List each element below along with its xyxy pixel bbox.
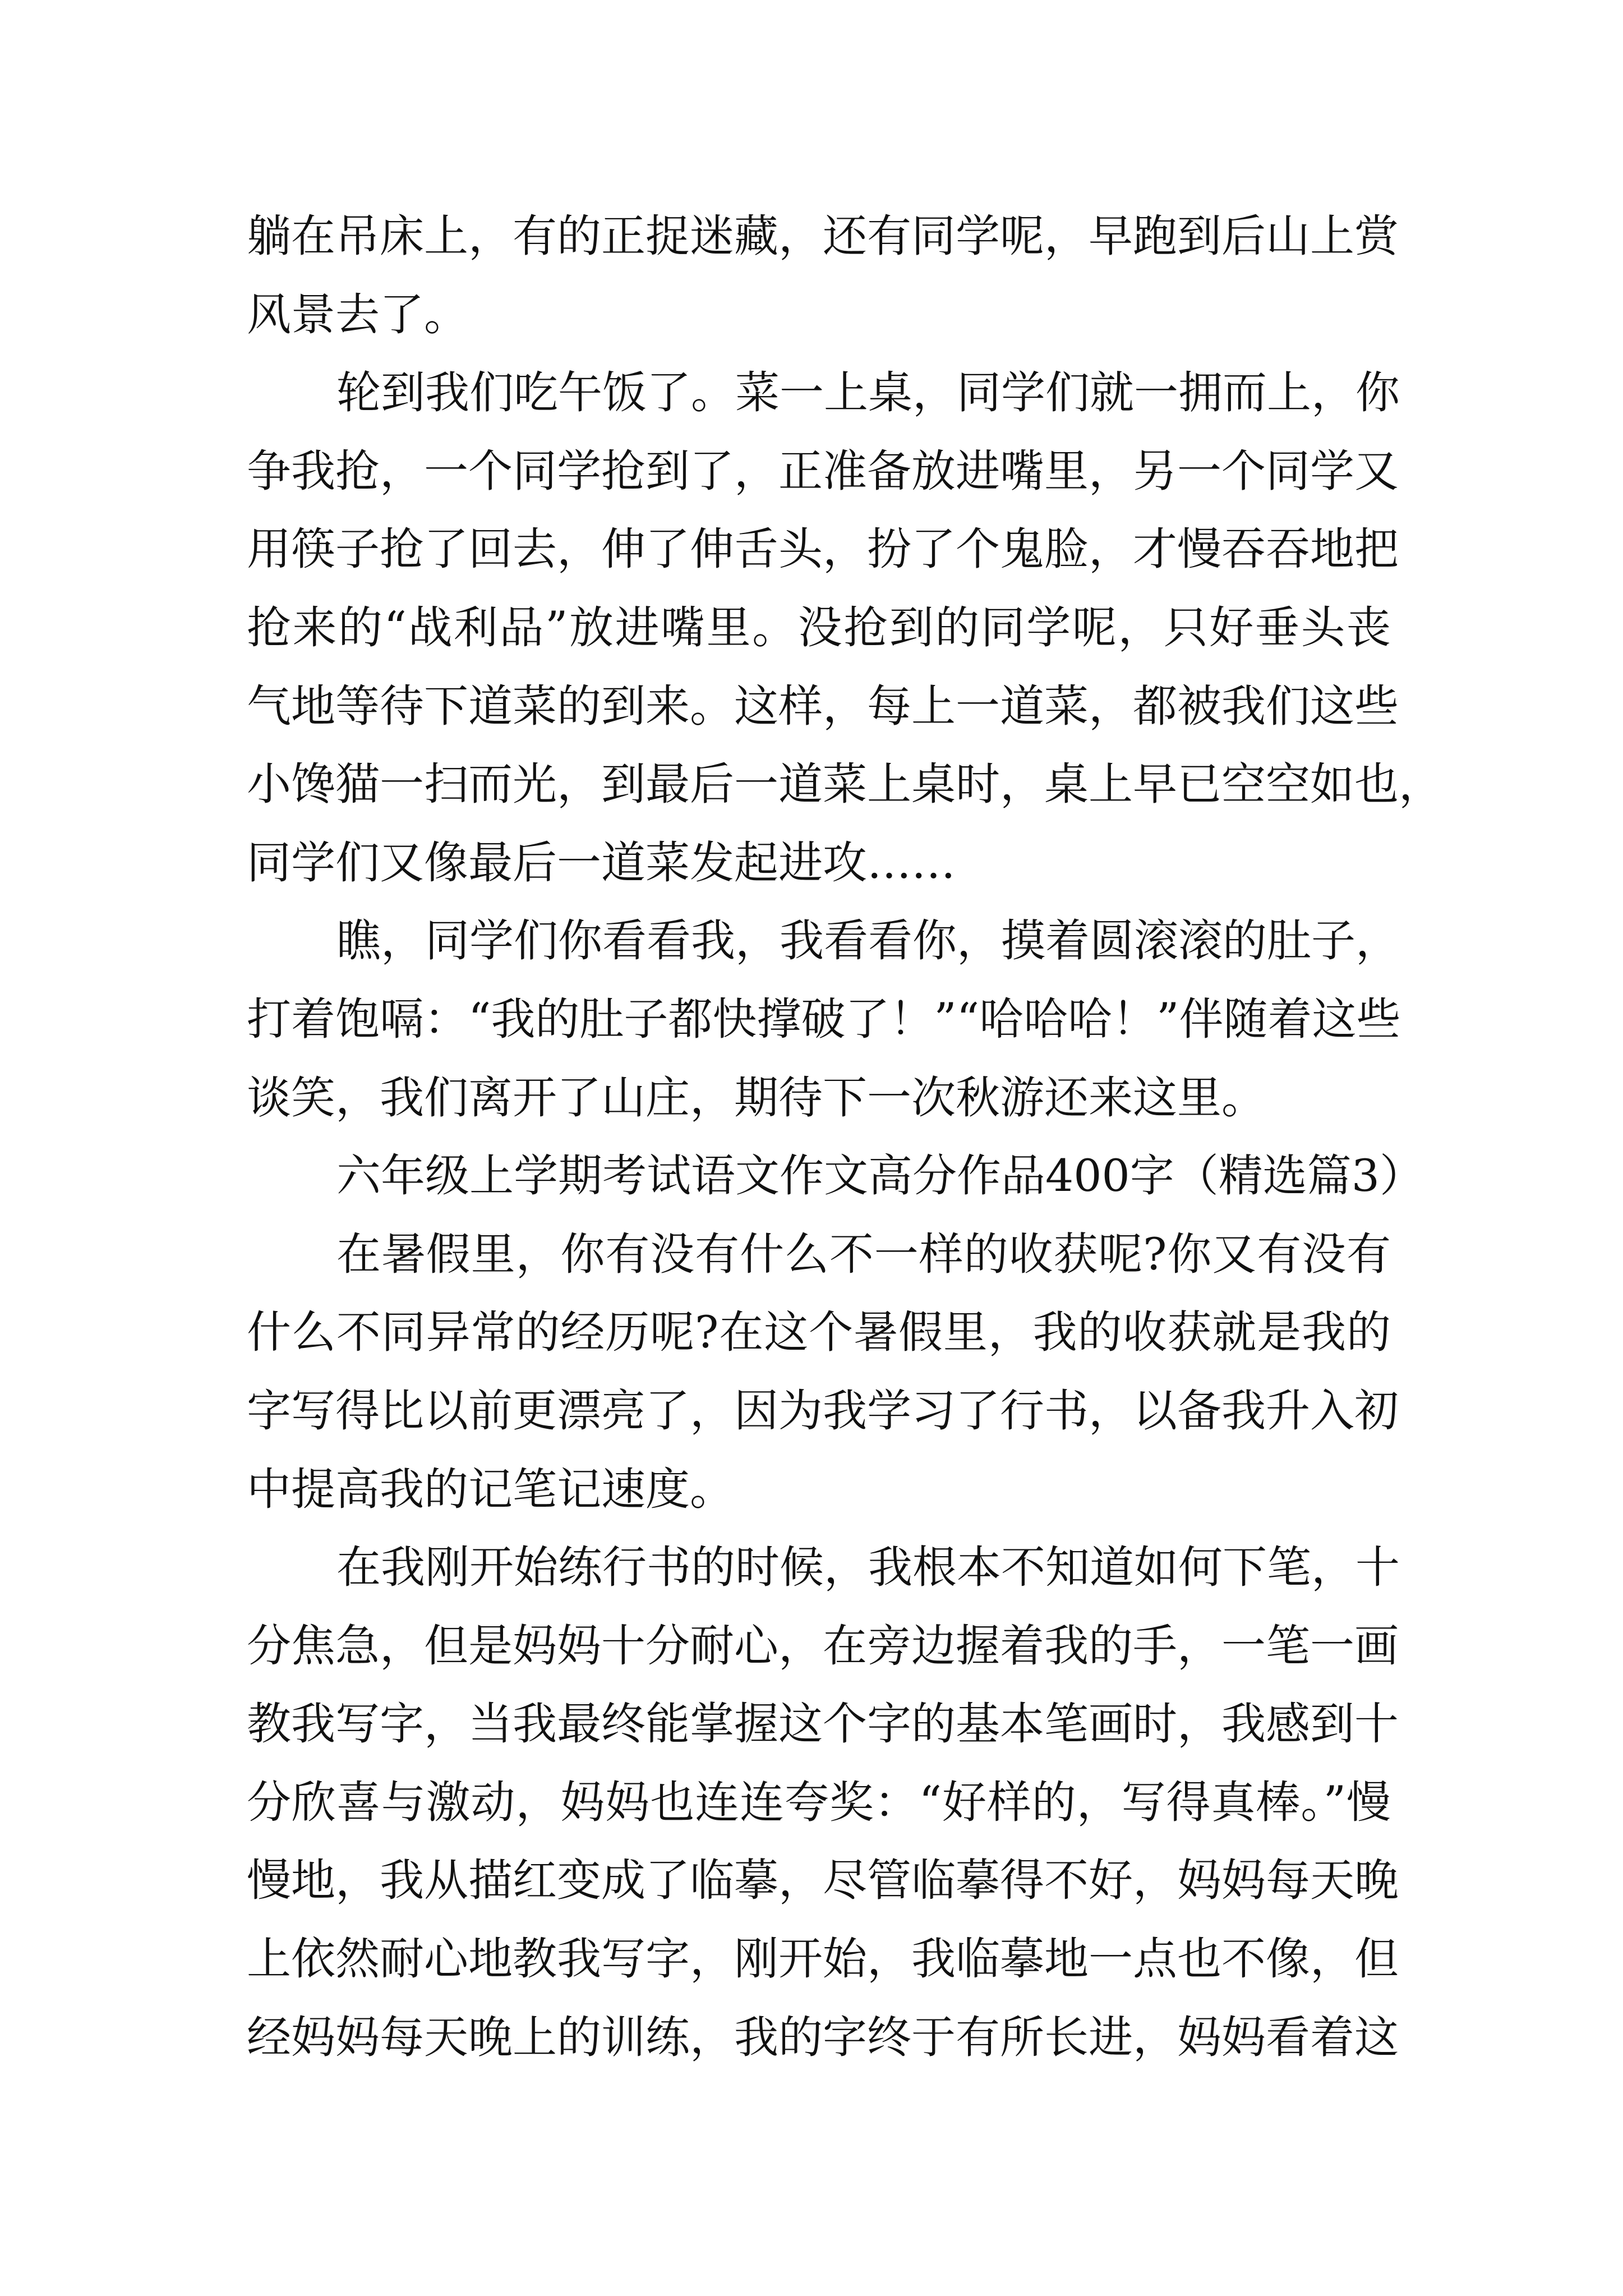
text-line: 同学们又像最后一道菜发起进攻…… (247, 836, 956, 889)
text-line: 气地等待下道菜的到来。这样，每上一道菜，都被我们这些 (247, 680, 1399, 732)
text-line: 中提高我的记笔记速度。 (247, 1463, 734, 1515)
text-line: 上依然耐心地教我写字，刚开始，我临摹地一点也不像，但 (247, 1933, 1399, 1985)
text-line: 瞧，同学们你看看我，我看看你，摸着圆滚滚的肚子， (336, 915, 1400, 967)
text-line: 字写得比以前更漂亮了，因为我学习了行书，以备我升入初 (247, 1384, 1399, 1437)
text-line: 小馋猫一扫而光，到最后一道菜上桌时，桌上早已空空如也， (247, 758, 1443, 811)
text-line: 打着饱嗝：“我的肚子都快撑破了！”“哈哈哈！”伴随着这些 (247, 993, 1401, 1045)
text-line: 在暑假里，你有没有什么不一样的收获呢?你又有没有 (336, 1228, 1391, 1280)
body-text (247, 197, 1443, 2077)
text-line: 分欣喜与激动，妈妈也连连夸奖：“好样的，写得真棒。”慢 (247, 1776, 1391, 1828)
text-line: 谈笑，我们离开了山庄，期待下一次秋游还来这里。 (247, 1071, 1266, 1124)
text-line: 什么不同异常的经历呢?在这个暑假里，我的收获就是我的 (247, 1306, 1391, 1359)
text-line: 争我抢，一个同学抢到了，正准备放进嘴里，另一个同学又 (247, 445, 1399, 497)
text-line: 用筷子抢了回去，伸了伸舌头，扮了个鬼脸，才慢吞吞地把 (247, 523, 1399, 576)
text-line: 在我刚开始练行书的时候，我根本不知道如何下笔，十 (336, 1542, 1400, 1594)
text-line: 躺在吊床上，有的正捉迷藏，还有同学呢，早跑到后山上赏 (247, 210, 1399, 262)
text-line: 分焦急，但是妈妈十分耐心，在旁边握着我的手，一笔一画 (247, 1619, 1399, 1672)
text-line: 风景去了。 (247, 288, 468, 341)
text-line: 抢来的“战利品”放进嘴里。没抢到的同学呢，只好垂头丧 (247, 601, 1391, 654)
text-line: 经妈妈每天晚上的训练，我的字终于有所长进，妈妈看着这 (247, 2011, 1399, 2063)
text-line: 教我写字，当我最终能掌握这个字的基本笔画时，我感到十 (247, 1698, 1399, 1750)
text-line: 慢地，我从描红变成了临摹，尽管临摹得不好，妈妈每天晚 (247, 1855, 1399, 1907)
text-line: 轮到我们吃午饭了。菜一上桌，同学们就一拥而上，你 (336, 367, 1400, 419)
section-heading: 六年级上学期考试语文作文高分作品400字（精选篇3） (336, 1150, 1424, 1202)
